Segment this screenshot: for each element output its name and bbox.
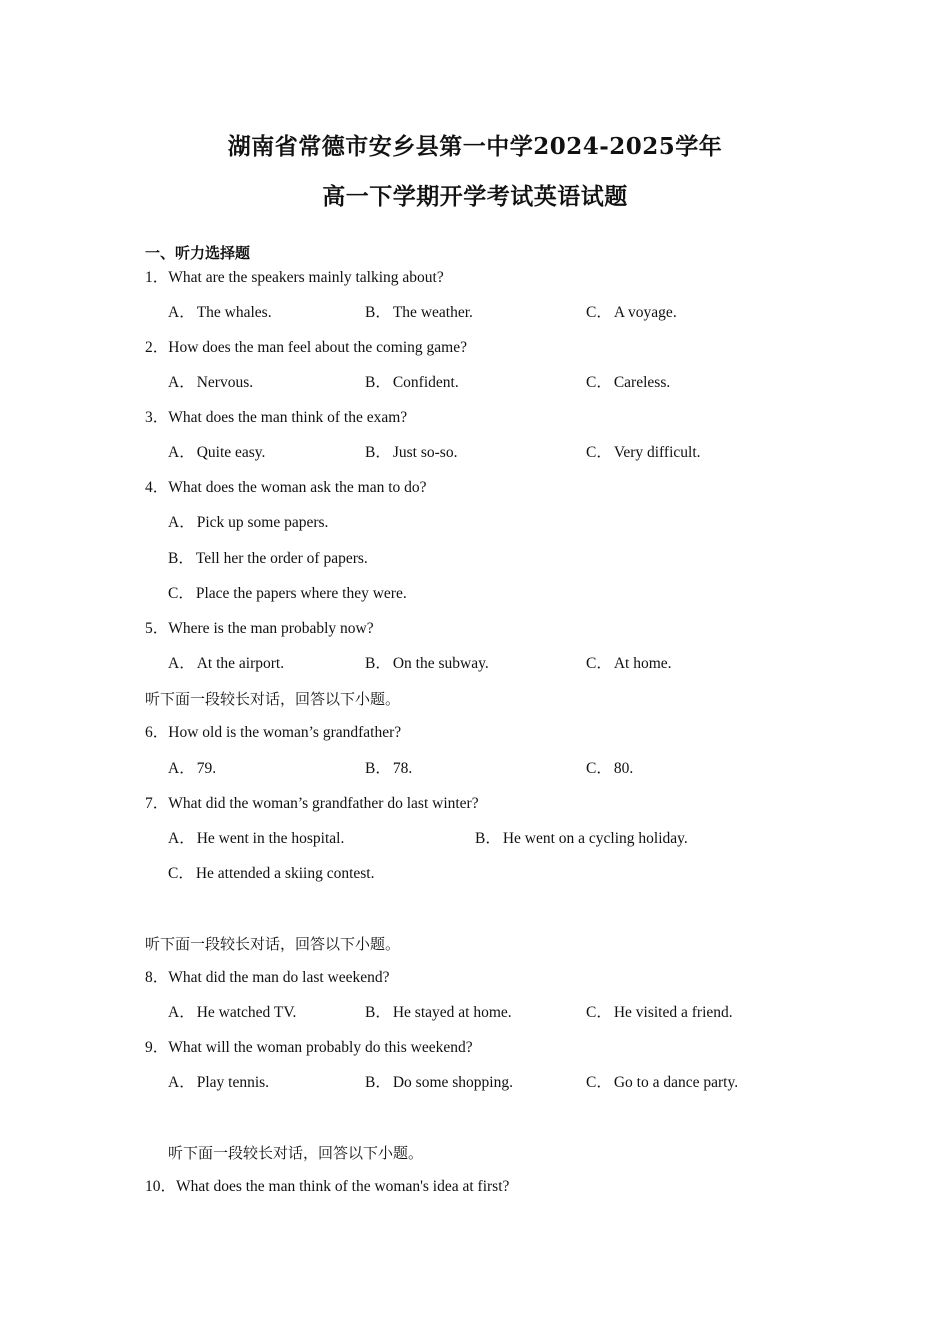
question-text: Where is the man probably now? <box>168 620 374 637</box>
option-6b: B． 78. <box>365 760 413 777</box>
question-number: 1． <box>145 269 169 286</box>
option-8b: B． He stayed at home. <box>365 1004 512 1021</box>
question-text: What did the woman’s grandfather do last winter? <box>168 795 479 812</box>
question-text: What did the man do last weekend? <box>168 969 390 986</box>
option-4a: A． Pick up some papers. <box>168 514 329 531</box>
question-9 <box>145 1038 473 1058</box>
option-9a: A． Play tennis. <box>168 1074 270 1091</box>
option-2a: A． Nervous. <box>168 374 254 391</box>
question-5 <box>145 619 374 639</box>
question-text: How old is the woman’s grandfather? <box>168 724 402 741</box>
option-3c: C． Very difficult. <box>586 444 701 461</box>
option-9c: C． Go to a dance party. <box>586 1074 739 1091</box>
option-9b: B． Do some shopping. <box>365 1074 513 1091</box>
question-6 <box>145 723 401 743</box>
instruction-text: 听下面一段较长对话，回答以下小题。 <box>145 935 401 953</box>
question-1 <box>145 268 444 288</box>
question-10 <box>145 1177 509 1197</box>
option-4c: C． Place the papers where they were. <box>168 585 407 602</box>
question-number: 7． <box>145 795 169 812</box>
option-5c: C． At home. <box>586 655 672 672</box>
page-subtitle: 高一下学期开学考试英语试题 <box>322 183 628 210</box>
question-number: 10． <box>145 1178 177 1195</box>
question-number: 2． <box>145 339 169 356</box>
question-number: 4． <box>145 479 169 496</box>
option-8c: C． He visited a friend. <box>586 1004 733 1021</box>
question-8 <box>145 968 390 988</box>
option-6c: C． 80. <box>586 760 634 777</box>
question-text: What will the woman probably do this weekend? <box>168 1039 473 1056</box>
question-text: How does the man feel about the coming game? <box>168 339 467 356</box>
question-7 <box>145 794 479 814</box>
option-4b: B． Tell her the order of papers. <box>168 550 368 567</box>
question-3 <box>145 408 407 428</box>
option-6a: A． 79. <box>168 760 217 777</box>
question-number: 3． <box>145 409 169 426</box>
instruction-text: 听下面一段较长对话，回答以下小题。 <box>168 1144 424 1162</box>
option-3b: B． Just so-so. <box>365 444 458 461</box>
option-7c: C． He attended a skiing contest. <box>168 865 375 882</box>
question-number: 6． <box>145 724 169 741</box>
question-2 <box>145 338 467 358</box>
option-7b: B． He went on a cycling holiday. <box>475 830 688 847</box>
section-heading: 一、听力选择题 <box>145 244 251 262</box>
option-5a: A． At the airport. <box>168 655 285 672</box>
option-1b: B． The weather. <box>365 304 473 321</box>
option-7a: A． He went in the hospital. <box>168 830 345 847</box>
question-text: What does the man think of the woman's idea at first? <box>176 1178 510 1195</box>
option-2b: B． Confident. <box>365 374 459 391</box>
option-1a: A． The whales. <box>168 304 272 321</box>
question-text: What does the man think of the exam? <box>168 409 408 426</box>
question-text: What are the speakers mainly talking about? <box>168 269 444 286</box>
option-1c: C． A voyage. <box>586 304 677 321</box>
option-5b: B． On the subway. <box>365 655 489 672</box>
question-number: 9． <box>145 1039 169 1056</box>
option-3a: A． Quite easy. <box>168 444 266 461</box>
question-text: What does the woman ask the man to do? <box>168 479 427 496</box>
question-4 <box>145 478 427 498</box>
question-number: 8． <box>145 969 169 986</box>
instruction-text: 听下面一段较长对话，回答以下小题。 <box>145 690 401 708</box>
page-title: 湖南省常德市安乡县第一中学2024-2025学年 <box>227 133 723 160</box>
option-2c: C． Careless. <box>586 374 671 391</box>
option-8a: A． He watched TV. <box>168 1004 297 1021</box>
question-number: 5． <box>145 620 169 637</box>
